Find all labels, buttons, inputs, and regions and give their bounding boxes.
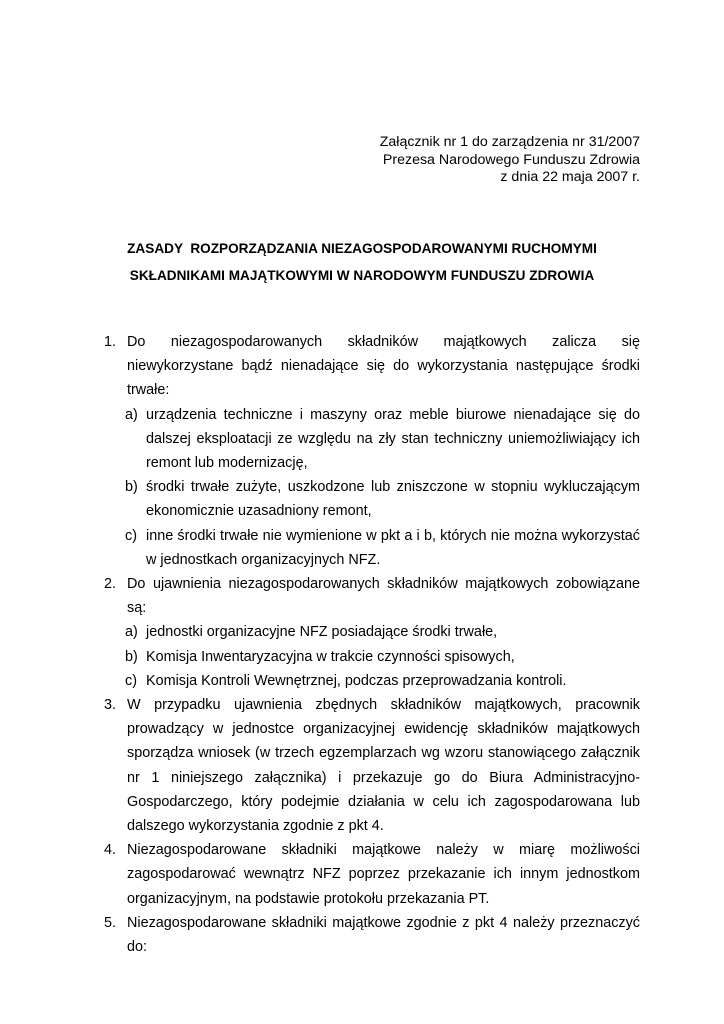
- list-item-2: [104, 572, 640, 620]
- title-line-2: SKŁADNIKAMI MAJĄTKOWYMI W NARODOWYM FUNDUSZU ZDROWIA: [129, 268, 595, 283]
- sub-item-text: Komisja Inwentaryzacyjna w trakcie czynności spisowych,: [146, 648, 515, 665]
- item-number: 4.: [104, 842, 117, 859]
- item-number: 2.: [104, 576, 117, 593]
- item-text: Do ujawnienia niezagospodarowanych składników majątkowych zobowiązane są:: [127, 576, 640, 617]
- item-number: 1.: [104, 334, 117, 350]
- sub-item-2a: [104, 620, 640, 644]
- sub-item-text: jednostki organizacyjne NFZ posiadające środki trwałe,: [146, 624, 498, 641]
- sub-item-text: inne środki trwałe nie wymienione w pkt a i b, których nie można wykorzystać w jednostkach organizacyjnych NFZ.: [146, 527, 640, 568]
- sub-item-letter: c): [125, 672, 137, 689]
- sub-item-letter: b): [125, 479, 138, 496]
- sub-item-1a: [104, 403, 640, 476]
- item-text: Do niezagospodarowanych składników majątkowych zalicza się niewykorzystane bądź nienadające się do wykorzystania następujące środki trwałe:: [127, 334, 640, 399]
- sub-item-text: środki trwałe zużyte, uszkodzone lub zniszczone w stopniu wykluczającym ekonomicznie uzasadniony remont,: [146, 479, 640, 520]
- sub-item-2c: [104, 669, 640, 693]
- item-text: W przypadku ujawnienia zbędnych składników majątkowych, pracownik prowadzący w jednostce organizacyjnej ewidencję składników majątkowych sporządza wniosek (w trzech egzemplarzach wg wzoru stanowiącego załącznik nr 1 niniejszego załącznika) i przekazuje go do Biura Administracyjno-Gospodarczego, który podejmie działania w celu ich zagospodarowana lub dalszego wykorzystania zgodnie z pkt 4.: [127, 697, 640, 835]
- sub-item-letter: a): [125, 406, 138, 423]
- header-line-3: z dnia 22 maja 2007 r.: [500, 169, 640, 185]
- header-line-1: Załącznik nr 1 do zarządzenia nr 31/2007: [379, 134, 640, 150]
- sub-item-text: Komisja Kontroli Wewnętrznej, podczas przeprowadzania kontroli.: [146, 672, 567, 689]
- sub-item-1c: [104, 524, 640, 572]
- header-line-2: Prezesa Narodowego Funduszu Zdrowia: [382, 151, 640, 168]
- sub-item-letter: b): [125, 648, 138, 665]
- list-item-4: [104, 838, 640, 911]
- attachment-header: [380, 134, 640, 187]
- item-number: 5.: [104, 914, 117, 931]
- item-text: Niezagospodarowane składniki majątkowe należy w miarę możliwości zagospodarować wewnątrz NFZ poprzez przekazanie ich innym jednostkom organizacyjnym, na podstawie protokołu przekazania PT.: [127, 842, 640, 907]
- document-title: [84, 235, 640, 289]
- document-body: [104, 330, 640, 959]
- list-item-5: [104, 911, 640, 959]
- list-item-1: [104, 330, 640, 403]
- list-item-3: [104, 693, 640, 838]
- title-line-1: ZASADY ROZPORZĄDZANIA NIEZAGOSPODAROWANYMI RUCHOMYMI: [127, 241, 597, 256]
- sub-item-letter: c): [125, 527, 137, 544]
- item-text: Niezagospodarowane składniki majątkowe zgodnie z pkt 4 należy przeznaczyć do:: [127, 914, 640, 956]
- sub-item-letter: a): [125, 624, 138, 641]
- sub-item-1b: [104, 475, 640, 523]
- item-number: 3.: [104, 697, 117, 714]
- sub-item-2b: [104, 645, 640, 669]
- sub-item-text: urządzenia techniczne i maszyny oraz meble biurowe nienadające się do dalszej eksploatacji ze względu na zły stan techniczny uniemożliwiający ich remont lub modernizację,: [146, 406, 640, 472]
